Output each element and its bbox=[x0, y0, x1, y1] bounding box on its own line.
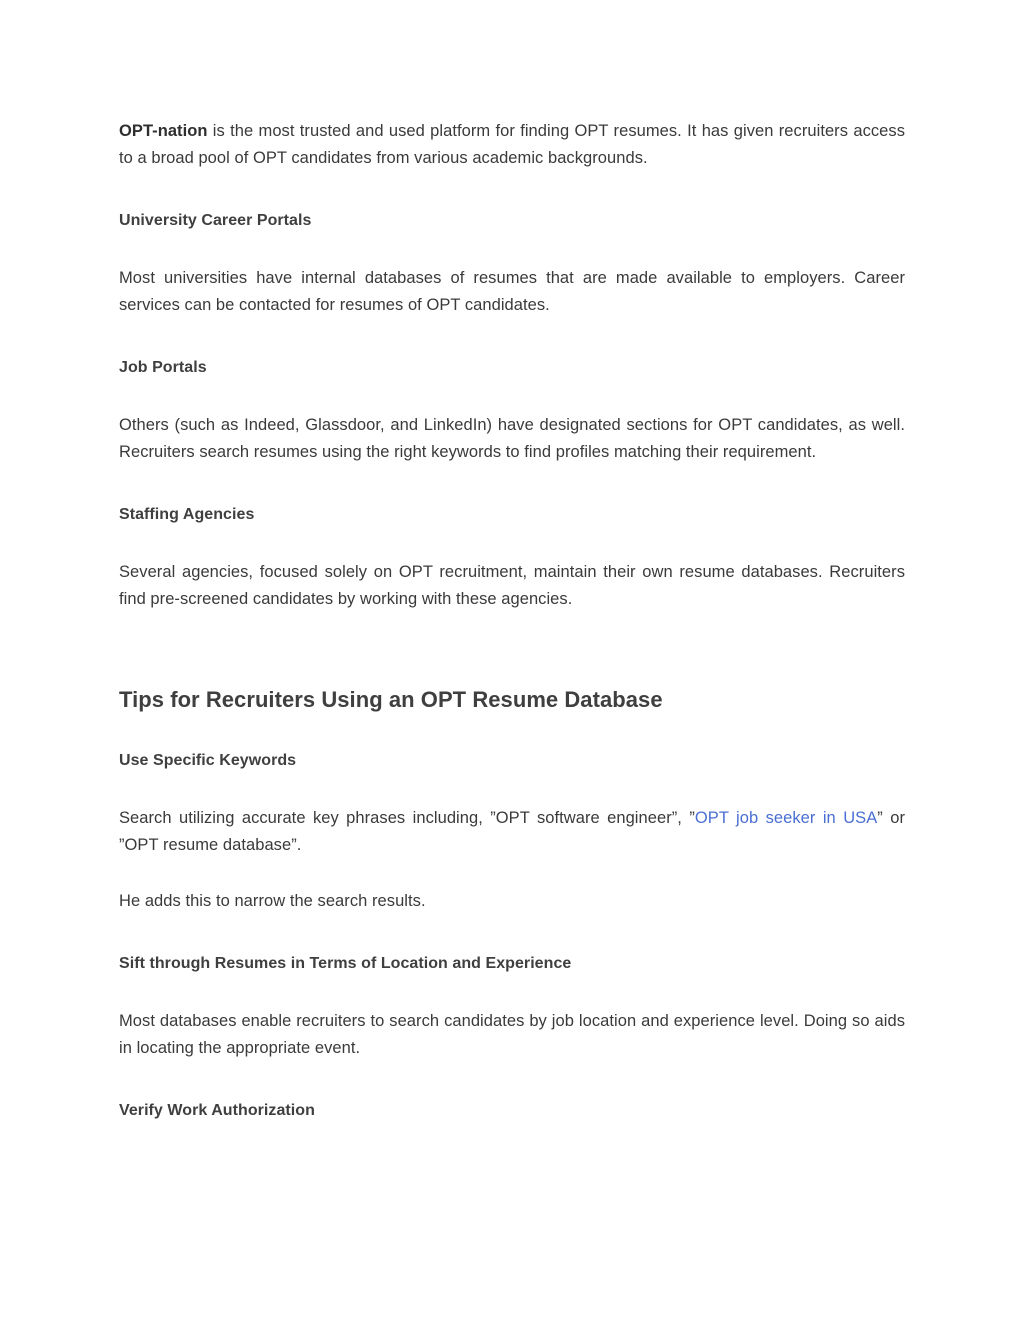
paragraph-staffing-agencies: Several agencies, focused solely on OPT recruitment, maintain their own resume databases. Recruiters find pre-screened candidates by working with these agencies. bbox=[119, 563, 905, 608]
spacer bbox=[119, 976, 905, 1008]
spacer bbox=[119, 466, 905, 503]
spacer bbox=[119, 859, 905, 888]
paragraph-use-specific-keywords bbox=[119, 805, 905, 859]
spacer bbox=[119, 915, 905, 952]
heading-university-career-portals: University Career Portals bbox=[119, 212, 312, 229]
spacer bbox=[119, 613, 905, 685]
keywords-text-before-link: Search utilizing accurate key phrases including, ”OPT software engineer”, ” bbox=[119, 809, 695, 827]
spacer bbox=[119, 715, 905, 749]
heading-job-portals: Job Portals bbox=[119, 359, 207, 376]
spacer bbox=[119, 233, 905, 265]
heading-use-specific-keywords: Use Specific Keywords bbox=[119, 752, 297, 769]
spacer bbox=[119, 380, 905, 412]
spacer bbox=[119, 319, 905, 356]
heading-staffing-agencies: Staffing Agencies bbox=[119, 506, 255, 523]
intro-paragraph bbox=[119, 118, 905, 172]
paragraph-job-portals: Others (such as Indeed, Glassdoor, and LinkedIn) have designated sections for OPT candidates, as well. Recruiters search resumes using the right keywords to find profiles matching their requirement. bbox=[119, 416, 905, 461]
heading-sift-through-resumes: Sift through Resumes in Terms of Location and Experience bbox=[119, 955, 572, 972]
heading-verify-work-authorization: Verify Work Authorization bbox=[119, 1102, 315, 1119]
opt-job-seeker-link[interactable]: OPT job seeker in USA bbox=[694, 809, 878, 827]
paragraph-university-career-portals: Most universities have internal databases of resumes that are made available to employers. Career services can be contacted for resumes of OPT candidates. bbox=[119, 269, 905, 314]
intro-rest: is the most trusted and used platform for finding OPT resumes. It has given recruiters access to a broad pool of OPT candidates from various academic backgrounds. bbox=[119, 122, 905, 167]
paragraph-sift-through-resumes: Most databases enable recruiters to search candidates by job location and experience level. Doing so aids in locating the appropriate event. bbox=[119, 1012, 905, 1057]
spacer bbox=[119, 1062, 905, 1099]
intro-lead-bold: OPT-nation bbox=[119, 122, 208, 140]
spacer bbox=[119, 773, 905, 805]
spacer bbox=[119, 172, 905, 209]
document-content bbox=[119, 118, 905, 1123]
paragraph-narrow-search-results: He adds this to narrow the search results. bbox=[119, 892, 426, 910]
spacer bbox=[119, 527, 905, 559]
page-title: Tips for Recruiters Using an OPT Resume Database bbox=[119, 687, 663, 712]
keywords-text-after-link: ” or ”OPT resume database”. bbox=[119, 809, 905, 854]
